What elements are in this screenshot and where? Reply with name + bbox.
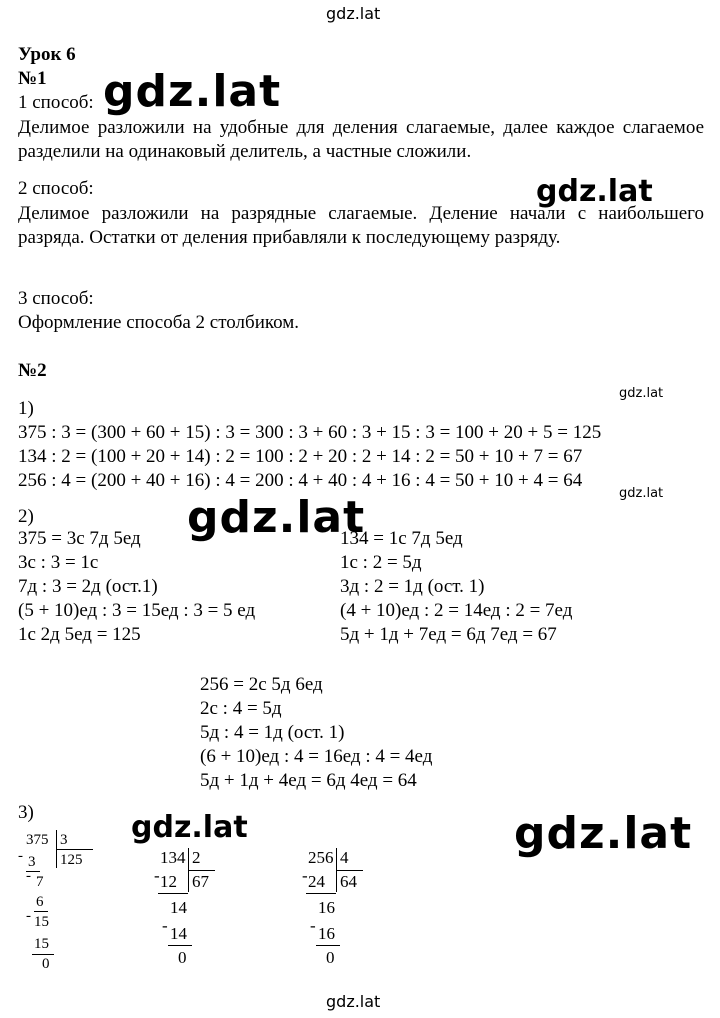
part2-left-line: 3с : 3 = 1с — [18, 552, 99, 573]
part2-right-line: 5д + 1д + 7ед = 6д 7ед = 67 — [340, 624, 557, 645]
part2-left-line: (5 + 10)ед : 3 = 15ед : 3 = 5 ед — [18, 600, 256, 621]
way2-text: Делимое разложили на разрядные слагаемые. Деление начали с наибольшего разряда. Остатки от деления прибавляли к последующему разряду. — [18, 203, 704, 248]
divisor-underline — [189, 870, 215, 871]
minus-sign: - — [310, 916, 316, 935]
step: 16 — [318, 898, 335, 917]
divisor: 2 — [192, 848, 201, 867]
minus-sign: - — [26, 908, 31, 924]
minus-sign: - — [302, 866, 308, 885]
step: 24 — [308, 872, 325, 891]
part2-center-line: 5д + 1д + 4ед = 6д 4ед = 64 — [200, 770, 417, 791]
way2-label: 2 способ: — [18, 178, 94, 199]
step-line — [158, 893, 188, 894]
minus-sign: - — [154, 866, 160, 885]
quotient: 67 — [192, 872, 209, 891]
watermark-medium: gdz.lat — [536, 174, 653, 209]
task1-number: №1 — [18, 68, 47, 89]
dividend: 134 — [160, 848, 186, 867]
step: 15 — [34, 936, 49, 952]
watermark-bottom: gdz.lat — [326, 992, 381, 1011]
step-line — [168, 945, 192, 946]
step: 16 — [318, 924, 335, 943]
part2-right-line: (4 + 10)ед : 2 = 14ед : 2 = 7ед — [340, 600, 573, 621]
part2-center-line: (6 + 10)ед : 4 = 16ед : 4 = 4ед — [200, 746, 433, 767]
step: 12 — [160, 872, 177, 891]
watermark-large: gdz.lat — [103, 66, 282, 117]
step: 6 — [36, 894, 44, 910]
watermark-small: gdz.lat — [619, 386, 664, 401]
part2-center-line: 2с : 4 = 5д — [200, 698, 282, 719]
part3-label: 3) — [18, 802, 34, 823]
part2-left-line: 375 = 3с 7д 5ед — [18, 528, 141, 549]
watermark-large: gdz.lat — [514, 808, 693, 859]
minus-sign: - — [18, 848, 23, 864]
part1-label: 1) — [18, 398, 34, 419]
way3-label: 3 способ: — [18, 288, 94, 309]
step: 3 — [28, 854, 36, 870]
step: 0 — [326, 948, 335, 967]
part2-label: 2) — [18, 506, 34, 527]
part2-right-line: 3д : 2 = 1д (ост. 1) — [340, 576, 485, 597]
step-line — [306, 893, 336, 894]
part2-right-line: 134 = 1с 7д 5ед — [340, 528, 463, 549]
part1-line: 256 : 4 = (200 + 40 + 16) : 4 = 200 : 4 + 40 : 4 + 16 : 4 = 50 + 10 + 4 = 64 — [18, 470, 583, 491]
minus-sign: - — [162, 916, 168, 935]
part1-line: 375 : 3 = (300 + 60 + 15) : 3 = 300 : 3 + 60 : 3 + 15 : 3 = 100 + 20 + 5 = 125 — [18, 422, 602, 443]
part2-center-line: 256 = 2с 5д 6ед — [200, 674, 323, 695]
part2-right-line: 1с : 2 = 5д — [340, 552, 422, 573]
task2-number: №2 — [18, 360, 47, 381]
part2-center-line: 5д : 4 = 1д (ост. 1) — [200, 722, 345, 743]
divisor: 4 — [340, 848, 349, 867]
step: 15 — [34, 914, 49, 930]
step: 0 — [42, 956, 50, 972]
step: 7 — [36, 874, 44, 890]
quotient: 125 — [60, 852, 83, 868]
lesson-title: Урок 6 — [18, 44, 76, 65]
watermark-small: gdz.lat — [619, 486, 664, 501]
watermark-top: gdz.lat — [326, 4, 381, 23]
divisor-underline — [337, 870, 363, 871]
divisor: 3 — [60, 832, 68, 848]
part2-left-line: 1с 2д 5ед = 125 — [18, 624, 141, 645]
watermark-large: gdz.lat — [187, 492, 366, 543]
way3-text: Оформление способа 2 столбиком. — [18, 312, 300, 333]
step-line — [316, 945, 340, 946]
way1-label: 1 способ: — [18, 92, 94, 113]
way1-text: Делимое разложили на удобные для деления слагаемые, далее каждое слагаемое разделили на одинаковый делитель, а частные сложили. — [18, 117, 704, 162]
minus-sign: - — [26, 868, 31, 884]
watermark-medium: gdz.lat — [131, 810, 248, 845]
step: 0 — [178, 948, 187, 967]
dividend: 256 — [308, 848, 334, 867]
step: 14 — [170, 924, 187, 943]
part2-left-line: 7д : 3 = 2д (ост.1) — [18, 576, 158, 597]
step: 14 — [170, 898, 187, 917]
dividend: 375 — [26, 832, 49, 848]
part1-line: 134 : 2 = (100 + 20 + 14) : 2 = 100 : 2 + 20 : 2 + 14 : 2 = 50 + 10 + 7 = 67 — [18, 446, 583, 467]
quotient: 64 — [340, 872, 357, 891]
